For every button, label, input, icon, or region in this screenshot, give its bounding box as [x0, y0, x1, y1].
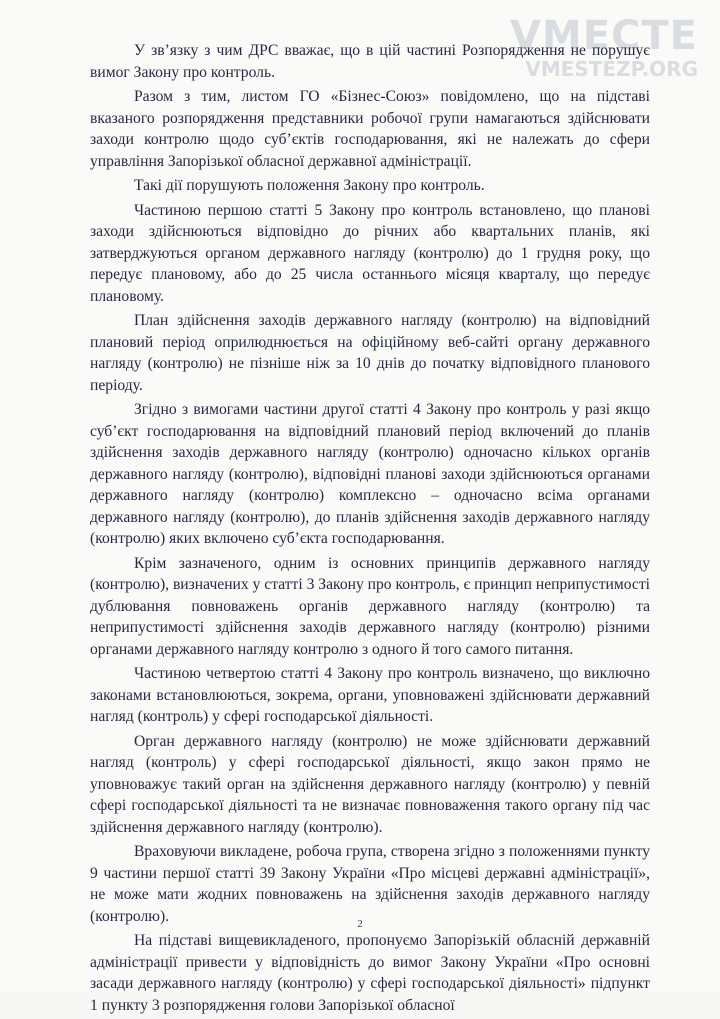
paragraph: Частиною четвертою статті 4 Закону про контроль визначено, що виключно законами встановлюються, зокрема, органи, уповноважені здійснювати державний нагляд (контроль) у сфері господарської діяльності.: [90, 665, 650, 725]
paragraph: Враховуючи викладене, робоча група, створена згідно з положеннями пункту 9 частини першої статті 39 Закону України «Про місцеві державні адміністрації», не може мати жодних повноважень на здійснення заходів державного нагляду (контролю).: [90, 843, 650, 925]
paragraph: Згідно з вимогами частини другої статті 4 Закону про контроль у разі якщо суб’єкт господарювання на відповідний плановий період включений до планів здійснення заходів державного нагляду (контролю) одночасно кількох органів державного нагляду (контролю), відповідні планові заходи здійснюються органами державного нагляду (контролю) комплексно – одночасно всіма органами державного нагляду (контролю), до планів здійснення заходів державного нагляду (контролю) яких включено суб’єкта господарювання.: [90, 401, 650, 547]
paragraph: Орган державного нагляду (контролю) не може здійснювати державний нагляд (контроль) у сфері господарської діяльності, якщо закон прямо не уповноважує такий орган на здійснення державного нагляду (контролю) у певній сфері господарської діяльності та не визначає повноваження такого органу під час здійснення державного нагляду (контролю).: [90, 732, 650, 836]
paragraph: У зв’язку з чим ДРС вважає, що в цій частині Розпорядження не порушує вимог Закону про контроль.: [90, 42, 650, 81]
paragraph: Такі дії порушують положення Закону про контроль.: [134, 177, 485, 194]
paragraph: Частиною першою статті 5 Закону про контроль встановлено, що планові заходи здійснюються відповідно до річних або квартальних планів, які затверджуються органом державного нагляду (контролю) до 1 грудня року, що передує плановому, або до 25 числа останнього місяця кварталу, що передує плановому.: [90, 201, 650, 305]
page-number: 2: [357, 918, 363, 930]
paragraph: Разом з тим, листом ГО «Бізнес-Союз» повідомлено, що на підставі вказаного розпорядження представники робочої групи намагаються здійснювати заходи контролю щодо суб’єктів господарювання, які не належать до сфери управління Запорізької обласної державної адміністрації.: [90, 88, 650, 170]
paragraph: Крім зазначеного, одним із основних принципів державного нагляду (контролю), визначених у статті 3 Закону про контроль, є принцип неприпустимості дублювання повноважень органів державного нагляду (контролю) та неприпустимості здійснення заходів державного нагляду (контролю) різними органами державного нагляду контролю з одного й того самого питання.: [90, 554, 650, 658]
document-body: [90, 40, 650, 1019]
paragraph: План здійснення заходів державного нагляду (контролю) на відповідний плановий період оприлюднюється на офіційному веб-сайті органу державного нагляду (контролю) не пізніше ніж за 10 днів до початку відповідного планового періоду.: [90, 312, 650, 394]
paragraph: На підставі вищевикладеного, пропонуємо Запорізькій обласній державній адміністрації привести у відповідність до вимог Закону України «Про основні засади державного нагляду (контролю) у сфері господарської діяльності» підпункт 1 пункту 3 розпорядження голови Запорізької обласної: [90, 932, 650, 1014]
watermark-url: VMESTEZP.ORG: [525, 57, 698, 81]
watermark-logo-text: VМЕСТЕ: [509, 13, 698, 59]
